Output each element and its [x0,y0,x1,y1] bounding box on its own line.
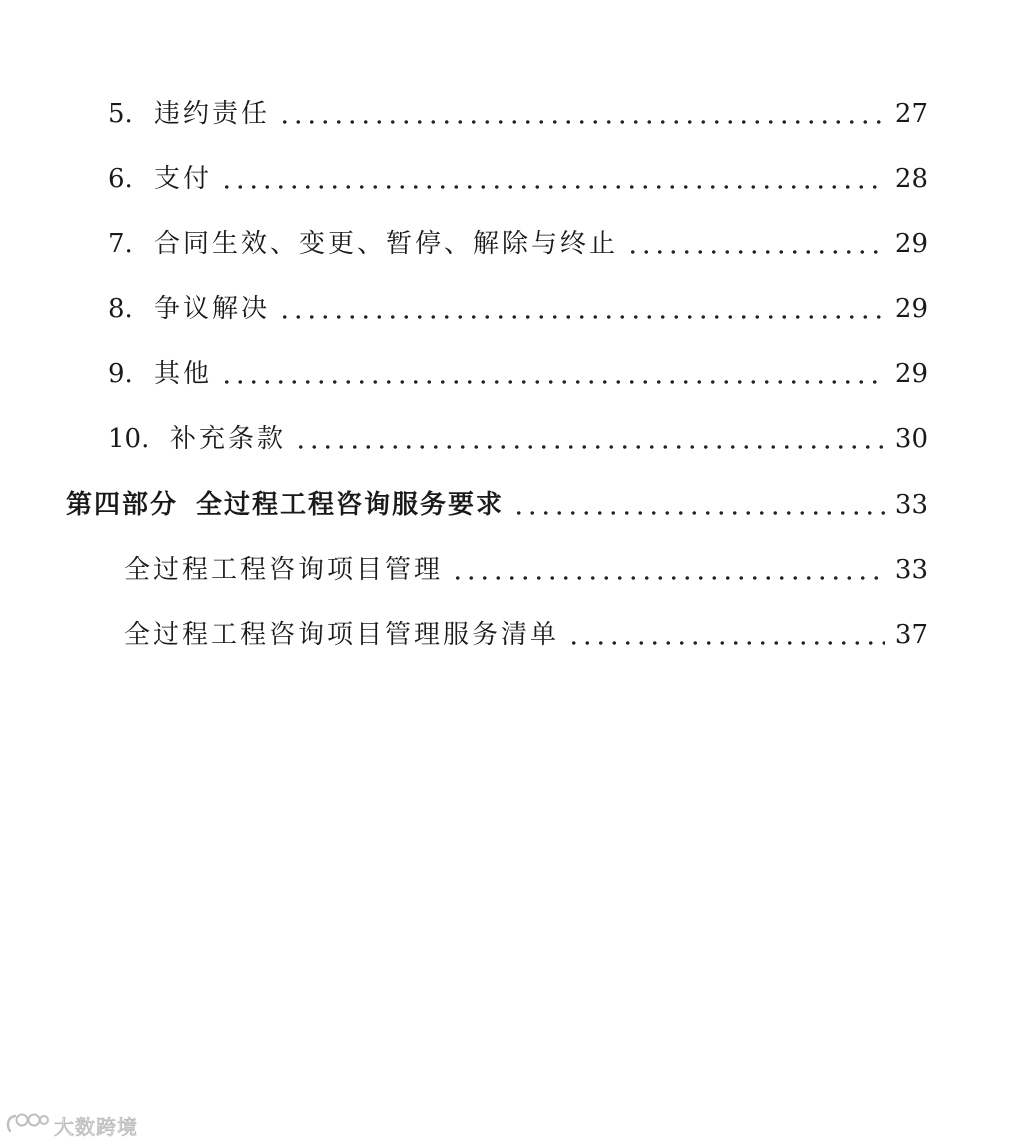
watermark-text: 大数跨境 [54,1114,138,1139]
toc-entry[interactable] [108,159,928,199]
toc-entry-page: 33 [894,490,928,520]
watermark [4,1108,138,1142]
toc-entry[interactable] [108,419,928,459]
toc-entry-number: 10. [108,424,150,454]
toc-entry[interactable] [108,354,928,394]
toc-entry-title: 支付 [154,164,213,194]
toc-entry-page: 37 [894,620,928,650]
toc-entry-title: 全过程工程咨询项目管理服务清单 [124,620,560,650]
toc-entry-page: 29 [894,359,928,389]
logo-icon [4,1111,50,1139]
toc-dot-leader [451,550,885,590]
toc-dot-leader [626,224,885,264]
toc-entry-page: 28 [894,164,928,194]
toc-entry-page: 29 [894,294,928,324]
toc-entry-title: 争议解决 [154,294,271,324]
toc-entry-page: 33 [894,555,928,585]
toc-dot-leader [294,419,885,459]
toc-entry[interactable] [108,94,928,134]
toc-dot-leader [278,289,885,329]
toc-dot-leader [220,159,885,199]
toc-dot-leader [278,94,885,134]
toc-entry-number: 9. [108,359,133,389]
toc-part-title: 全过程工程咨询服务要求 [196,490,505,520]
toc-entry[interactable] [108,289,928,329]
toc-entry[interactable] [124,550,928,590]
toc-entry-number: 7. [108,229,133,259]
toc-entry-title: 违约责任 [154,99,271,129]
toc-entry-title: 全过程工程咨询项目管理 [124,555,444,585]
toc-dot-leader [567,615,885,655]
toc-entry-title: 补充条款 [170,424,287,454]
toc-entry-number: 8. [108,294,133,324]
toc-entry[interactable] [124,615,928,655]
toc-part-heading[interactable] [66,485,928,525]
toc-entry-number: 6. [108,164,133,194]
toc-dot-leader [512,485,885,525]
toc-part-number: 第四部分 [66,490,179,520]
toc-dot-leader [220,354,885,394]
toc-entry-page: 30 [894,424,928,454]
toc-entry-title: 其他 [154,359,213,389]
toc-entry[interactable] [108,224,928,264]
toc-entry-page: 29 [894,229,928,259]
toc-entry-page: 27 [894,99,928,129]
toc-entry-title: 合同生效、变更、暂停、解除与终止 [154,229,619,259]
toc-entry-number: 5. [108,99,133,129]
